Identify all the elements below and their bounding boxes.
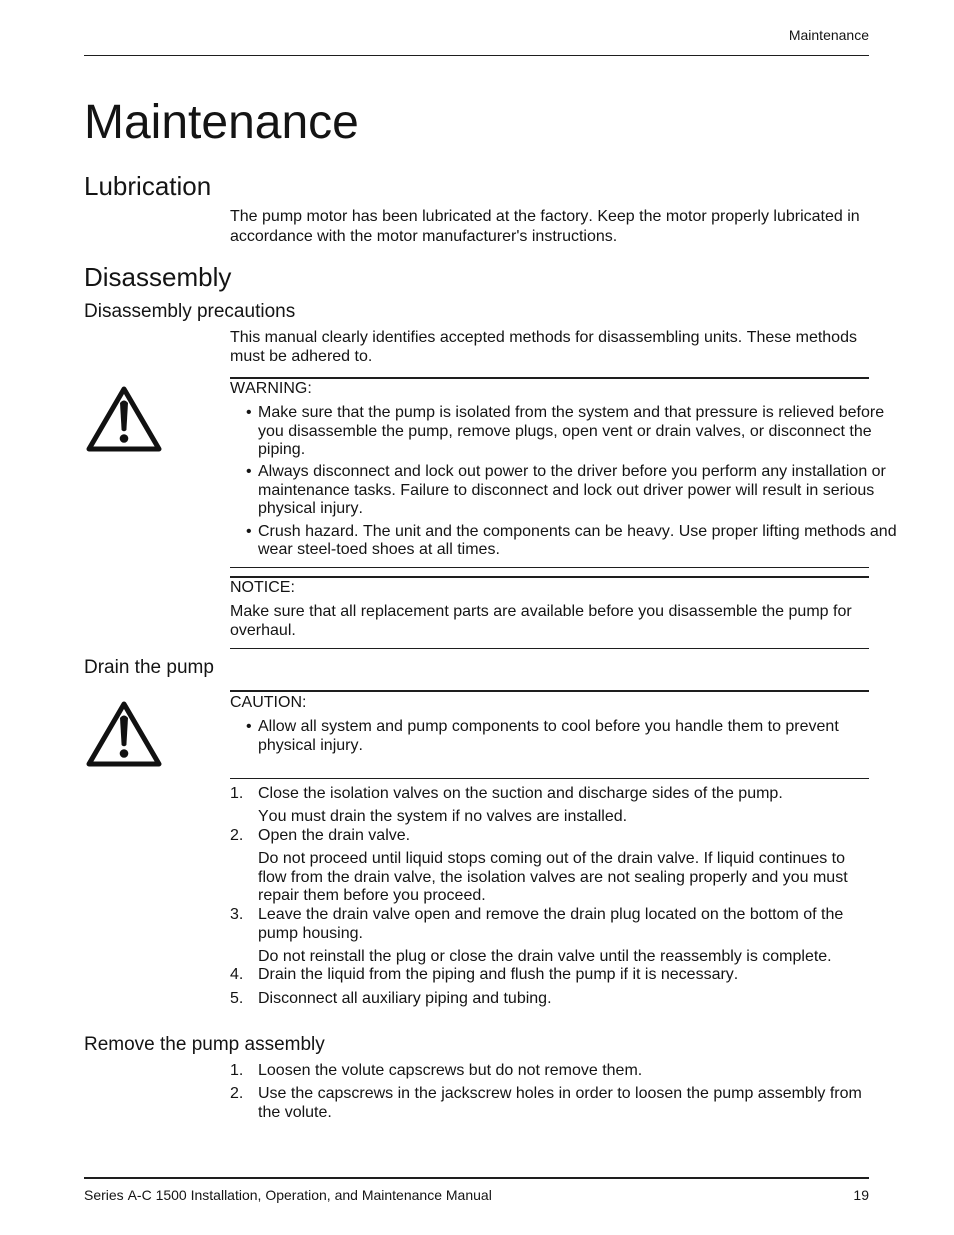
precautions-text: This manual clearly identifies accepted methods for disassembling units. These methods must be adhered to. [230, 329, 857, 365]
page-number: 19 [853, 1187, 869, 1203]
step-text: Use the capscrews in the jackscrew holes in order to loosen the pump assembly from the volute. [258, 1085, 862, 1121]
caution-label: CAUTION: [230, 694, 307, 711]
caution-item: • Allow all system and pump components to cool before you handle them to prevent physical injury. [258, 718, 900, 755]
step-number: 5. [230, 989, 244, 1007]
step-1 [230, 785, 872, 804]
warning-bottom-rule [230, 567, 869, 568]
warning-list [230, 404, 900, 560]
step-1-note: You must drain the system if no valves are installed. [258, 808, 628, 826]
step-4 [230, 966, 872, 985]
precautions-heading: Disassembly precautions [84, 301, 296, 322]
step-number: 3. [230, 905, 244, 923]
warning-top-rule [230, 377, 869, 379]
step-number: 2. [230, 1085, 244, 1103]
footer-manual-title: Series A-C 1500 Installation, Operation, and Maintenance Manual [84, 1187, 492, 1203]
step-text: Drain the liquid from the piping and flush the pump if it is necessary. [258, 966, 739, 984]
warning-icon [85, 385, 163, 453]
running-header: Maintenance [788, 27, 869, 43]
exclamation-dot [120, 749, 129, 758]
warning-label: WARNING: [230, 380, 312, 397]
warning-item: • Always disconnect and lock out power to the driver before you perform any installation or maintenance tasks. Failure to disconnect and lock out driver power will result in serious physical injury. [258, 463, 900, 519]
step-text: Close the isolation valves on the suction and discharge sides of the pump. [258, 785, 783, 802]
step-text: Disconnect all auxiliary piping and tubing. [258, 989, 552, 1007]
step-1 [230, 1062, 872, 1081]
disassembly-heading: Disassembly [84, 262, 232, 292]
step-2-note: Do not proceed until liquid stops coming out of the drain valve. If liquid continues to flow from the drain valve, the isolation valves are not sealing properly and you must repair them before you proceed. [258, 850, 848, 905]
step-text: Open the drain valve. [258, 826, 411, 844]
remove-steps [230, 1062, 872, 1122]
step-2 [230, 827, 872, 846]
warning-item: • Crush hazard. The unit and the components can be heavy. Use proper lifting methods and wear steel-toed shoes at all times. [258, 523, 900, 560]
drain-heading: Drain the pump [84, 657, 214, 678]
step-3 [230, 906, 872, 943]
step-text: Leave the drain valve open and remove the drain plug located on the bottom of the pump housing. [258, 905, 844, 942]
caution-bottom-rule [230, 778, 869, 779]
remove-heading: Remove the pump assembly [84, 1034, 325, 1055]
notice-bottom-rule [230, 648, 869, 649]
step-3-note: Do not reinstall the plug or close the drain valve until the reassembly is complete. [258, 947, 832, 965]
exclamation-bar [120, 401, 128, 432]
footer-rule [84, 1177, 869, 1179]
exclamation-dot [120, 434, 129, 443]
step-number: 1. [230, 785, 244, 802]
notice-label: NOTICE: [230, 579, 295, 596]
lubrication-heading: Lubrication [84, 171, 212, 201]
step-number: 1. [230, 1062, 244, 1079]
caution-list [230, 718, 900, 755]
page-title: Maintenance [84, 96, 359, 149]
caution-icon [85, 700, 163, 768]
lubrication-text: The pump motor has been lubricated at the factory. Keep the motor properly lubricated in accordance with the motor manufacturer's instructions. [230, 208, 860, 245]
step-5 [230, 990, 872, 1009]
notice-top-rule [230, 576, 869, 578]
step-number: 2. [230, 826, 244, 844]
exclamation-bar [120, 716, 128, 747]
caution-top-rule [230, 690, 869, 692]
notice-text: Make sure that all replacement parts are available before you disassemble the pump for overhaul. [230, 603, 852, 639]
warning-item: • Make sure that the pump is isolated from the system and that pressure is relieved before you disassemble the pump, remove plugs, open vent or drain valves, or disconnect the piping. [258, 404, 900, 460]
step-number: 4. [230, 966, 244, 984]
step-2 [230, 1085, 872, 1122]
drain-steps [230, 785, 872, 1008]
header-rule [84, 55, 869, 56]
step-text: Loosen the volute capscrews but do not remove them. [258, 1062, 643, 1079]
